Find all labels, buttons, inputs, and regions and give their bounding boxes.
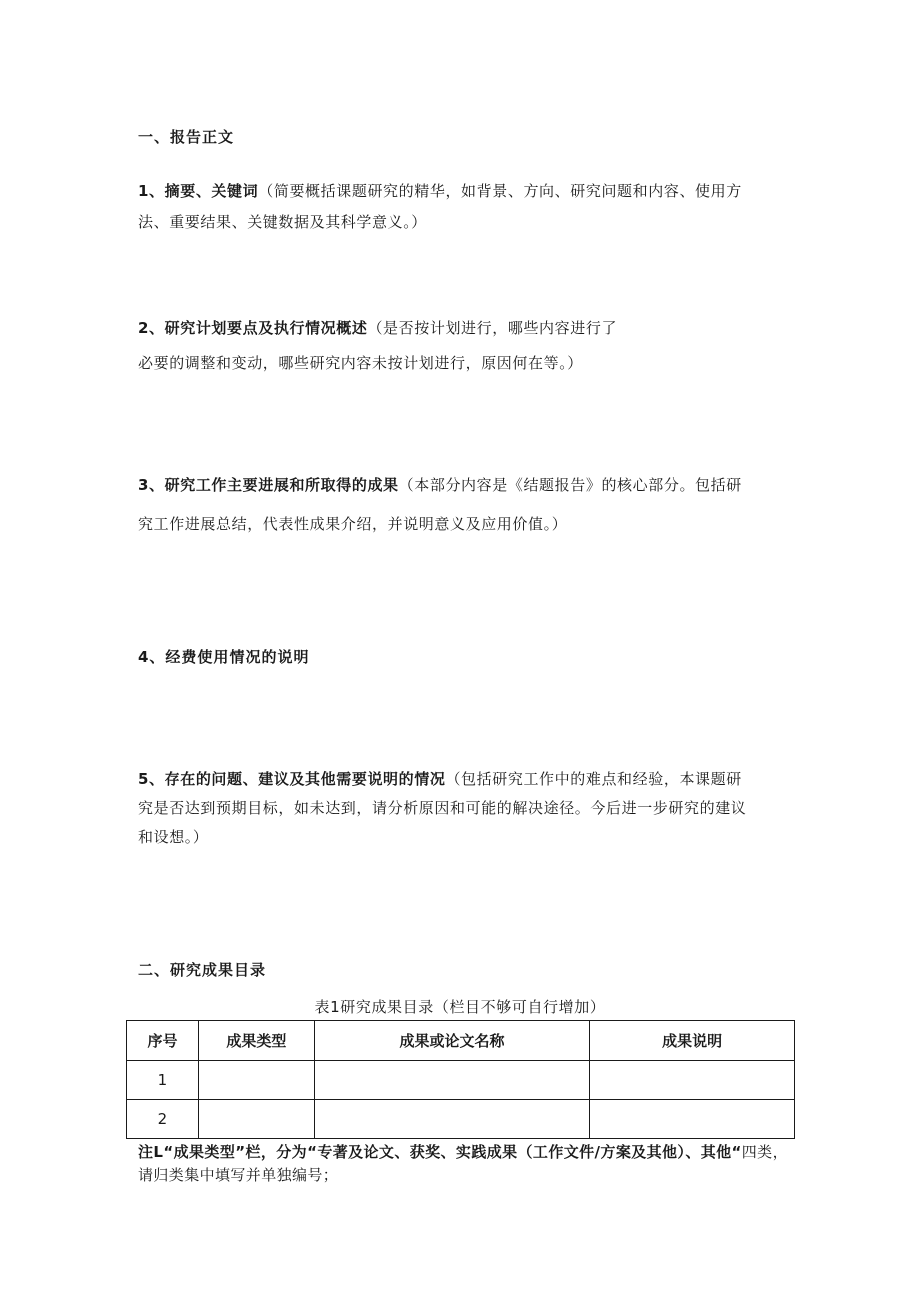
row-type-cell[interactable]: [198, 1061, 314, 1100]
part2-heading: 二、研究成果目录: [138, 961, 267, 979]
table-note: [138, 1141, 798, 1187]
section-abstract-title: 1、摘要、关键词: [138, 182, 259, 200]
section-abstract: [138, 176, 796, 238]
header-description: 成果说明: [590, 1021, 795, 1061]
header-type: 成果类型: [198, 1021, 314, 1061]
header-index: 序号: [127, 1021, 199, 1061]
section-issues-desc-1: （包括研究工作中的难点和经验，本课题研: [445, 770, 742, 788]
results-table: [126, 1020, 795, 1139]
section-plan-desc-2: 必要的调整和变动，哪些研究内容未按计划进行，原因何在等。）: [138, 354, 583, 372]
part1-heading: 一、报告正文: [138, 128, 235, 146]
section-plan-desc-1: （是否按计划进行，哪些内容进行了: [367, 319, 618, 337]
section-issues-desc-3: 和设想。）: [138, 828, 209, 846]
table-row: [127, 1100, 795, 1139]
table-row: [127, 1061, 795, 1100]
note-normal: 四类，请归类集中填写并单独编号；: [138, 1143, 788, 1184]
section-progress-title: 3、研究工作主要进展和所取得的成果: [138, 476, 399, 494]
row-index: 2: [127, 1100, 199, 1139]
section-progress-desc-1: （本部分内容是《结题报告》的核心部分。包括研: [398, 476, 742, 494]
section-plan: [138, 311, 796, 381]
section-issues: [138, 765, 796, 852]
row-description-cell[interactable]: [590, 1100, 795, 1139]
note-bold: 注L“成果类型”栏，分为“专著及论文、获奖、实践成果（工作文件/方案及其他）、其他“: [138, 1143, 742, 1161]
table-header-row: [127, 1021, 795, 1061]
section-issues-desc-2: 究是否达到预期目标，如未达到，请分析原因和可能的解决途径。今后进一步研究的建议: [138, 799, 747, 817]
header-title: 成果或论文名称: [314, 1021, 590, 1061]
section-plan-title: 2、研究计划要点及执行情况概述: [138, 319, 368, 337]
section-abstract-desc-1: （简要概括课题研究的精华，如背景、方向、研究问题和内容、使用方: [258, 182, 742, 200]
section-funding: 4、经费使用情况的说明: [138, 648, 310, 666]
row-title-cell[interactable]: [314, 1100, 590, 1139]
row-title-cell[interactable]: [314, 1061, 590, 1100]
table-caption: 表1研究成果目录（栏目不够可自行增加）: [314, 998, 606, 1016]
row-type-cell[interactable]: [198, 1100, 314, 1139]
row-index: 1: [127, 1061, 199, 1100]
section-progress: [138, 466, 796, 544]
row-description-cell[interactable]: [590, 1061, 795, 1100]
section-abstract-desc-2: 法、重要结果、关键数据及其科学意义。）: [138, 213, 427, 231]
section-progress-desc-2: 究工作进展总结，代表性成果介绍，并说明意义及应用价值。）: [138, 515, 568, 533]
section-issues-title: 5、存在的问题、建议及其他需要说明的情况: [138, 770, 446, 788]
